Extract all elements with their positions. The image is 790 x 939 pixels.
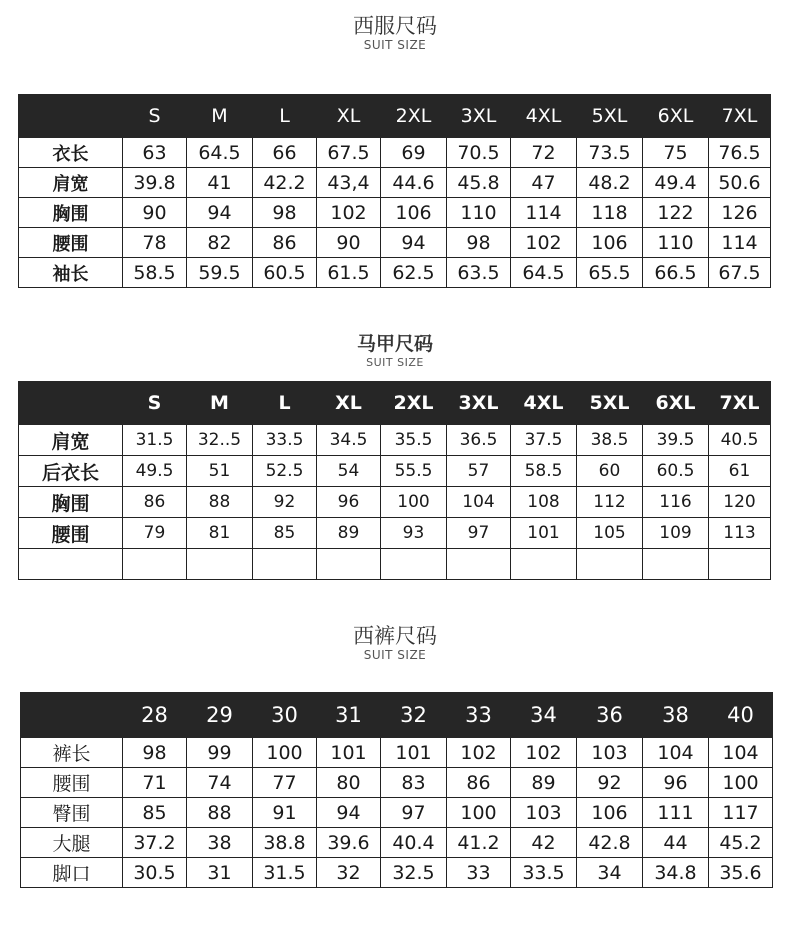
measurement-cell: 42.2 (253, 168, 317, 198)
measurement-cell: 76.5 (709, 138, 771, 168)
row-label-cell: 脚口 (21, 858, 123, 888)
measurement-cell: 98 (253, 198, 317, 228)
size-header-cell: 33 (447, 693, 511, 738)
measurement-cell: 88 (187, 487, 253, 518)
measurement-cell (709, 549, 771, 580)
measurement-cell: 45.2 (709, 828, 773, 858)
measurement-cell: 49.5 (123, 456, 187, 487)
measurement-cell: 35.5 (381, 425, 447, 456)
measurement-cell: 100 (447, 798, 511, 828)
measurement-cell: 75 (643, 138, 709, 168)
measurement-cell: 110 (447, 198, 511, 228)
measurement-cell: 39.8 (123, 168, 187, 198)
size-header-cell: 6XL (643, 95, 709, 138)
measurement-cell: 118 (577, 198, 643, 228)
size-header-cell: XL (317, 95, 381, 138)
measurement-cell: 100 (709, 768, 773, 798)
measurement-cell: 44.6 (381, 168, 447, 198)
trousers-title-en: SUIT SIZE (363, 648, 427, 662)
measurement-cell: 54 (317, 456, 381, 487)
trousers-size-table (20, 692, 773, 888)
measurement-cell: 37.2 (123, 828, 187, 858)
measurement-cell: 55.5 (381, 456, 447, 487)
table-row (19, 168, 771, 198)
size-header-cell: 32 (381, 693, 447, 738)
row-label-cell: 臀围 (21, 798, 123, 828)
table-row (19, 198, 771, 228)
row-label-cell: 腰围 (19, 228, 123, 258)
size-header-cell: 36 (577, 693, 643, 738)
table-row (21, 858, 773, 888)
measurement-cell: 94 (187, 198, 253, 228)
measurement-cell: 122 (643, 198, 709, 228)
size-header-cell: XL (317, 382, 381, 425)
measurement-cell: 86 (253, 228, 317, 258)
size-header-cell: M (187, 95, 253, 138)
measurement-cell (643, 549, 709, 580)
row-label-cell: 后衣长 (19, 456, 123, 487)
table-row (19, 228, 771, 258)
measurement-cell: 101 (511, 518, 577, 549)
measurement-cell: 36.5 (447, 425, 511, 456)
measurement-cell: 51 (187, 456, 253, 487)
measurement-cell (447, 549, 511, 580)
measurement-cell: 61 (709, 456, 771, 487)
measurement-cell: 98 (447, 228, 511, 258)
measurement-cell: 126 (709, 198, 771, 228)
suit-title-zh: 西服尺码 (353, 14, 437, 38)
measurement-cell: 63 (123, 138, 187, 168)
measurement-cell: 90 (317, 228, 381, 258)
vest-size-table (18, 381, 771, 580)
measurement-cell: 41.2 (447, 828, 511, 858)
size-header-cell: 31 (317, 693, 381, 738)
measurement-cell: 116 (643, 487, 709, 518)
row-label-cell (19, 549, 123, 580)
measurement-cell: 106 (577, 798, 643, 828)
table-row (21, 798, 773, 828)
measurement-cell: 86 (447, 768, 511, 798)
measurement-cell: 70.5 (447, 138, 511, 168)
row-label-cell: 肩宽 (19, 168, 123, 198)
measurement-cell: 42.8 (577, 828, 643, 858)
size-header-cell: 4XL (511, 95, 577, 138)
measurement-cell: 83 (381, 768, 447, 798)
measurement-cell: 59.5 (187, 258, 253, 288)
measurement-cell: 58.5 (511, 456, 577, 487)
measurement-cell: 80 (317, 768, 381, 798)
measurement-cell: 86 (123, 487, 187, 518)
measurement-cell: 114 (709, 228, 771, 258)
size-header-cell: M (187, 382, 253, 425)
size-header-cell: 4XL (511, 382, 577, 425)
row-label-cell: 袖长 (19, 258, 123, 288)
measurement-cell: 62.5 (381, 258, 447, 288)
table-row (21, 828, 773, 858)
measurement-cell: 30.5 (123, 858, 187, 888)
measurement-cell: 79 (123, 518, 187, 549)
measurement-cell: 88 (187, 798, 253, 828)
row-label-cell: 胸围 (19, 487, 123, 518)
measurement-cell: 66.5 (643, 258, 709, 288)
measurement-cell: 99 (187, 738, 253, 768)
size-header-cell: 2XL (381, 95, 447, 138)
measurement-cell: 112 (577, 487, 643, 518)
size-header-cell: 34 (511, 693, 577, 738)
measurement-cell: 32.5 (381, 858, 447, 888)
measurement-cell: 106 (577, 228, 643, 258)
size-header-cell: 40 (709, 693, 773, 738)
measurement-cell: 102 (511, 738, 577, 768)
measurement-cell: 31.5 (123, 425, 187, 456)
measurement-cell: 96 (317, 487, 381, 518)
measurement-cell: 117 (709, 798, 773, 828)
measurement-cell: 31.5 (253, 858, 317, 888)
measurement-cell: 34.8 (643, 858, 709, 888)
measurement-cell: 40.4 (381, 828, 447, 858)
size-header-cell: L (253, 95, 317, 138)
measurement-cell: 74 (187, 768, 253, 798)
row-label-cell: 肩宽 (19, 425, 123, 456)
measurement-cell (253, 549, 317, 580)
measurement-cell: 100 (381, 487, 447, 518)
measurement-cell: 109 (643, 518, 709, 549)
measurement-cell (381, 549, 447, 580)
measurement-cell: 72 (511, 138, 577, 168)
measurement-cell: 113 (709, 518, 771, 549)
measurement-cell: 60.5 (643, 456, 709, 487)
measurement-cell: 40.5 (709, 425, 771, 456)
measurement-cell: 78 (123, 228, 187, 258)
measurement-cell: 94 (381, 228, 447, 258)
measurement-cell: 81 (187, 518, 253, 549)
table-row (21, 738, 773, 768)
suit-section-title (0, 14, 790, 52)
measurement-cell: 98 (123, 738, 187, 768)
measurement-cell: 67.5 (709, 258, 771, 288)
measurement-cell: 102 (317, 198, 381, 228)
table-row (19, 518, 771, 549)
measurement-cell: 39.5 (643, 425, 709, 456)
measurement-cell: 77 (253, 768, 317, 798)
measurement-cell: 103 (511, 798, 577, 828)
size-header-cell: 7XL (709, 382, 771, 425)
size-header-cell: 30 (253, 693, 317, 738)
measurement-cell: 63.5 (447, 258, 511, 288)
measurement-cell: 97 (447, 518, 511, 549)
size-header-cell: S (123, 382, 187, 425)
measurement-cell: 102 (511, 228, 577, 258)
measurement-cell: 91 (253, 798, 317, 828)
suit-size-table (18, 94, 771, 288)
measurement-cell: 33 (447, 858, 511, 888)
measurement-cell: 64.5 (187, 138, 253, 168)
measurement-cell: 89 (317, 518, 381, 549)
measurement-cell: 50.6 (709, 168, 771, 198)
table-row (19, 549, 771, 580)
size-header-cell: 5XL (577, 95, 643, 138)
measurement-cell: 69 (381, 138, 447, 168)
size-header-cell: 2XL (381, 382, 447, 425)
measurement-cell: 61.5 (317, 258, 381, 288)
measurement-cell: 85 (123, 798, 187, 828)
measurement-cell: 35.6 (709, 858, 773, 888)
measurement-cell: 32 (317, 858, 381, 888)
measurement-cell: 100 (253, 738, 317, 768)
row-label-cell: 腰围 (19, 518, 123, 549)
measurement-cell: 85 (253, 518, 317, 549)
table-row (19, 487, 771, 518)
row-label-cell: 裤长 (21, 738, 123, 768)
measurement-cell: 90 (123, 198, 187, 228)
measurement-cell: 67.5 (317, 138, 381, 168)
measurement-cell (577, 549, 643, 580)
measurement-cell: 32..5 (187, 425, 253, 456)
measurement-cell: 93 (381, 518, 447, 549)
measurement-cell: 43,4 (317, 168, 381, 198)
measurement-cell: 34.5 (317, 425, 381, 456)
measurement-cell: 66 (253, 138, 317, 168)
measurement-cell: 42 (511, 828, 577, 858)
measurement-cell: 71 (123, 768, 187, 798)
measurement-cell: 38.8 (253, 828, 317, 858)
size-header-cell: 7XL (709, 95, 771, 138)
table-row (21, 768, 773, 798)
measurement-cell: 104 (643, 738, 709, 768)
vest-title-zh: 马甲尺码 (356, 333, 433, 355)
measurement-cell (511, 549, 577, 580)
measurement-cell: 31 (187, 858, 253, 888)
measurement-cell: 73.5 (577, 138, 643, 168)
size-header-cell: 3XL (447, 95, 511, 138)
trousers-section-title (0, 624, 790, 662)
size-header-cell: 3XL (447, 382, 511, 425)
size-header-cell: L (253, 382, 317, 425)
size-header-cell: 28 (123, 693, 187, 738)
row-label-cell: 胸围 (19, 198, 123, 228)
size-header-cell: S (123, 95, 187, 138)
measurement-cell: 47 (511, 168, 577, 198)
measurement-cell: 60 (577, 456, 643, 487)
measurement-cell: 92 (253, 487, 317, 518)
measurement-cell: 104 (709, 738, 773, 768)
measurement-cell: 48.2 (577, 168, 643, 198)
measurement-cell: 38 (187, 828, 253, 858)
measurement-cell: 120 (709, 487, 771, 518)
table-row (19, 456, 771, 487)
measurement-cell: 33.5 (511, 858, 577, 888)
measurement-cell: 105 (577, 518, 643, 549)
measurement-cell: 96 (643, 768, 709, 798)
measurement-cell: 58.5 (123, 258, 187, 288)
measurement-cell: 37.5 (511, 425, 577, 456)
header-corner-cell (21, 693, 123, 738)
measurement-cell: 52.5 (253, 456, 317, 487)
measurement-cell: 45.8 (447, 168, 511, 198)
size-header-cell: 38 (643, 693, 709, 738)
measurement-cell: 111 (643, 798, 709, 828)
measurement-cell: 106 (381, 198, 447, 228)
measurement-cell: 39.6 (317, 828, 381, 858)
measurement-cell: 102 (447, 738, 511, 768)
measurement-cell: 38.5 (577, 425, 643, 456)
suit-title-en: SUIT SIZE (363, 38, 427, 52)
measurement-cell: 101 (317, 738, 381, 768)
row-label-cell: 衣长 (19, 138, 123, 168)
measurement-cell: 101 (381, 738, 447, 768)
measurement-cell (123, 549, 187, 580)
measurement-cell: 89 (511, 768, 577, 798)
measurement-cell: 41 (187, 168, 253, 198)
table-row (19, 138, 771, 168)
size-header-cell: 29 (187, 693, 253, 738)
measurement-cell (317, 549, 381, 580)
size-header-cell: 6XL (643, 382, 709, 425)
measurement-cell: 97 (381, 798, 447, 828)
measurement-cell: 57 (447, 456, 511, 487)
measurement-cell: 104 (447, 487, 511, 518)
measurement-cell: 34 (577, 858, 643, 888)
trousers-title-zh: 西裤尺码 (353, 624, 437, 648)
measurement-cell: 94 (317, 798, 381, 828)
measurement-cell: 33.5 (253, 425, 317, 456)
measurement-cell: 49.4 (643, 168, 709, 198)
header-corner-cell (19, 95, 123, 138)
measurement-cell: 92 (577, 768, 643, 798)
measurement-cell: 103 (577, 738, 643, 768)
table-row (19, 258, 771, 288)
measurement-cell: 64.5 (511, 258, 577, 288)
row-label-cell: 腰围 (21, 768, 123, 798)
measurement-cell: 82 (187, 228, 253, 258)
row-label-cell: 大腿 (21, 828, 123, 858)
measurement-cell: 110 (643, 228, 709, 258)
measurement-cell: 108 (511, 487, 577, 518)
vest-section-title (0, 332, 790, 370)
measurement-cell (187, 549, 253, 580)
vest-title-en: SUIT SIZE (366, 356, 424, 369)
header-corner-cell (19, 382, 123, 425)
measurement-cell: 44 (643, 828, 709, 858)
table-row (19, 425, 771, 456)
measurement-cell: 60.5 (253, 258, 317, 288)
measurement-cell: 114 (511, 198, 577, 228)
size-header-cell: 5XL (577, 382, 643, 425)
measurement-cell: 65.5 (577, 258, 643, 288)
